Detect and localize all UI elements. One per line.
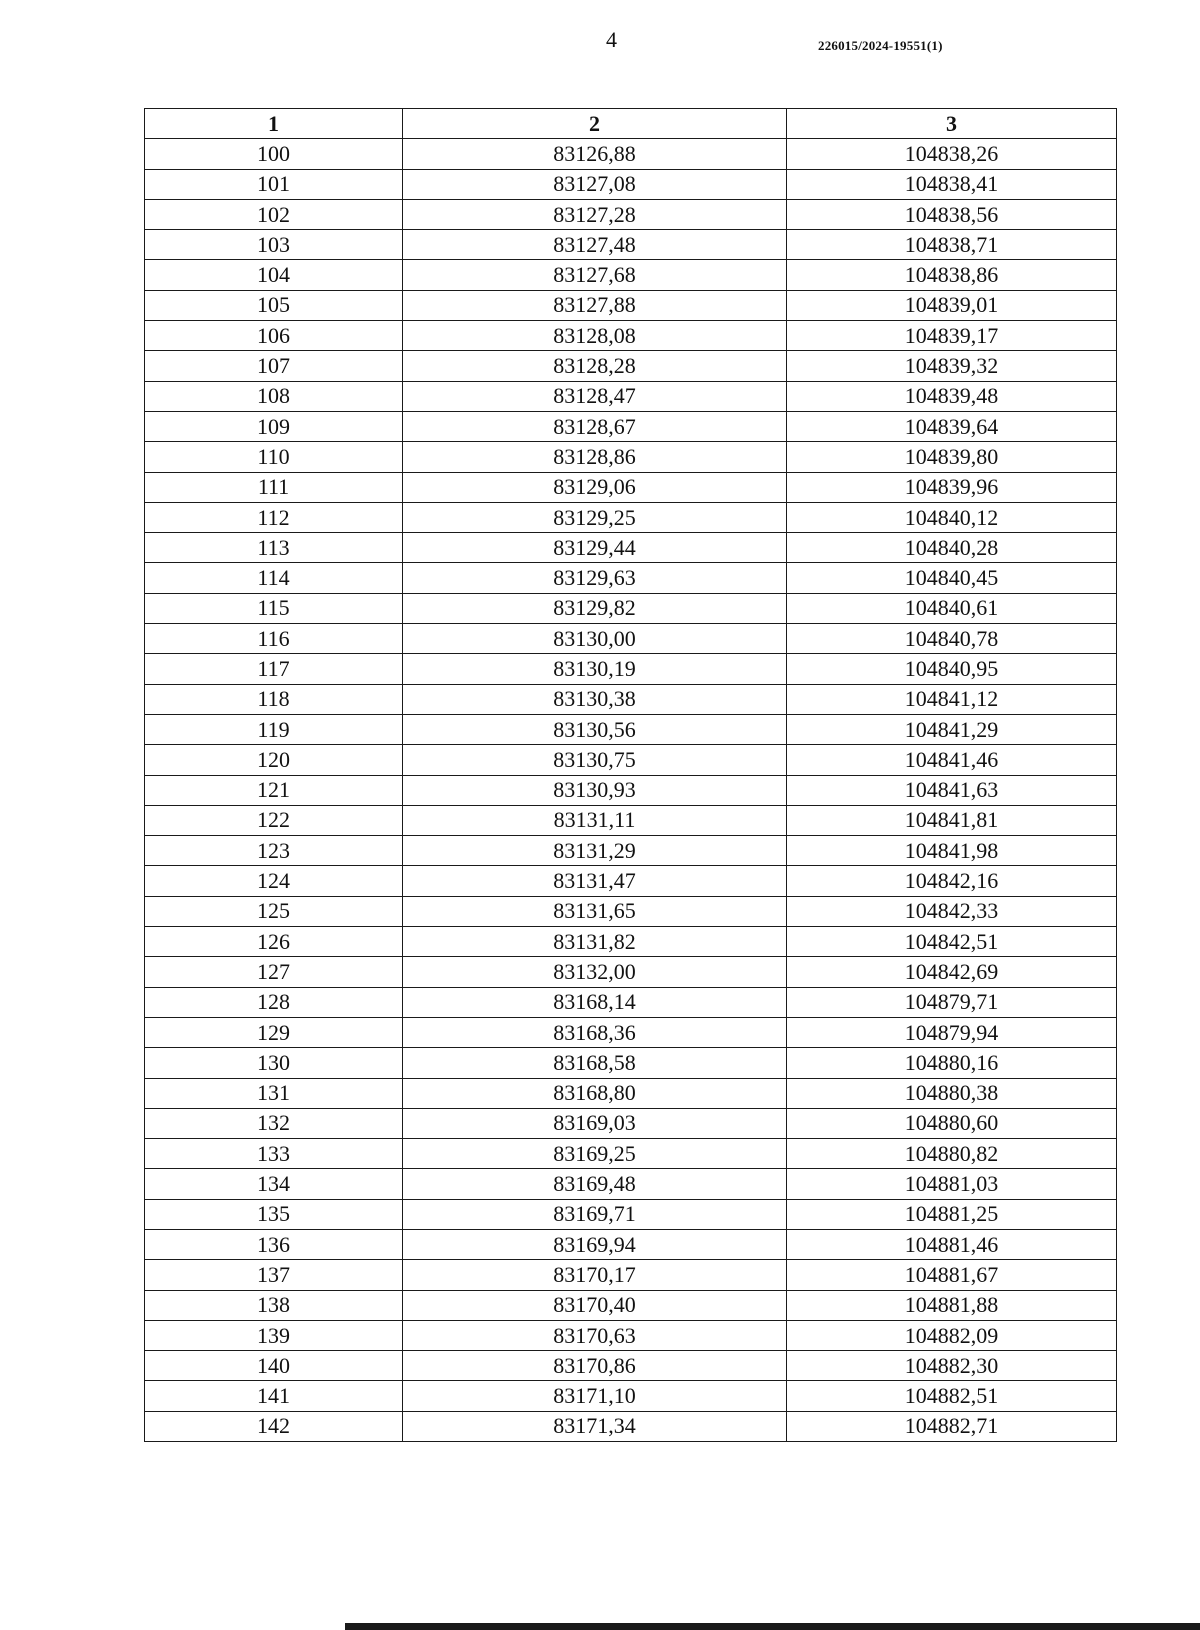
table-cell-col-1: 141 bbox=[145, 1381, 403, 1411]
table-cell-col-1: 120 bbox=[145, 745, 403, 775]
table-cell-col-2: 83169,71 bbox=[403, 1199, 787, 1229]
table-cell-col-3: 104838,26 bbox=[787, 139, 1117, 169]
table-row bbox=[145, 321, 1117, 351]
table-cell-col-2: 83129,82 bbox=[403, 593, 787, 623]
table-cell-col-1: 115 bbox=[145, 593, 403, 623]
table-cell-col-3: 104882,30 bbox=[787, 1351, 1117, 1381]
table-row bbox=[145, 442, 1117, 472]
table-cell-col-3: 104840,28 bbox=[787, 533, 1117, 563]
table-row bbox=[145, 654, 1117, 684]
table-cell-col-1: 103 bbox=[145, 230, 403, 260]
table-cell-col-3: 104881,46 bbox=[787, 1229, 1117, 1259]
table-cell-col-2: 83129,44 bbox=[403, 533, 787, 563]
table-row bbox=[145, 1078, 1117, 1108]
table-cell-col-1: 109 bbox=[145, 411, 403, 441]
table-row bbox=[145, 684, 1117, 714]
table-cell-col-2: 83127,68 bbox=[403, 260, 787, 290]
table-row bbox=[145, 1199, 1117, 1229]
table-cell-col-1: 117 bbox=[145, 654, 403, 684]
table-cell-col-3: 104841,81 bbox=[787, 805, 1117, 835]
table-cell-col-2: 83169,48 bbox=[403, 1169, 787, 1199]
table-cell-col-1: 137 bbox=[145, 1260, 403, 1290]
table-cell-col-3: 104838,41 bbox=[787, 169, 1117, 199]
table-cell-col-3: 104842,33 bbox=[787, 896, 1117, 926]
table-cell-col-3: 104839,17 bbox=[787, 321, 1117, 351]
table-cell-col-3: 104841,63 bbox=[787, 775, 1117, 805]
table-cell-col-2: 83128,47 bbox=[403, 381, 787, 411]
table-row bbox=[145, 957, 1117, 987]
table-cell-col-1: 114 bbox=[145, 563, 403, 593]
table-cell-col-2: 83129,63 bbox=[403, 563, 787, 593]
table-cell-col-1: 134 bbox=[145, 1169, 403, 1199]
table-cell-col-2: 83128,08 bbox=[403, 321, 787, 351]
table-row bbox=[145, 502, 1117, 532]
table-cell-col-3: 104840,61 bbox=[787, 593, 1117, 623]
table-cell-col-2: 83170,86 bbox=[403, 1351, 787, 1381]
table-cell-col-1: 131 bbox=[145, 1078, 403, 1108]
table-cell-col-1: 104 bbox=[145, 260, 403, 290]
table-cell-col-3: 104841,29 bbox=[787, 714, 1117, 744]
table-row bbox=[145, 563, 1117, 593]
table-cell-col-3: 104882,09 bbox=[787, 1320, 1117, 1350]
table-cell-col-3: 104840,78 bbox=[787, 624, 1117, 654]
table-cell-col-2: 83168,14 bbox=[403, 987, 787, 1017]
table-row bbox=[145, 745, 1117, 775]
table-cell-col-1: 124 bbox=[145, 866, 403, 896]
table-row bbox=[145, 260, 1117, 290]
table-row bbox=[145, 624, 1117, 654]
table-cell-col-1: 132 bbox=[145, 1108, 403, 1138]
table-cell-col-3: 104840,45 bbox=[787, 563, 1117, 593]
document-code: 226015/2024-19551(1) bbox=[818, 38, 943, 53]
table-cell-col-2: 83129,06 bbox=[403, 472, 787, 502]
table-row bbox=[145, 836, 1117, 866]
table-cell-col-2: 83168,58 bbox=[403, 1048, 787, 1078]
table-row bbox=[145, 1139, 1117, 1169]
table-cell-col-2: 83131,11 bbox=[403, 805, 787, 835]
table-row bbox=[145, 1320, 1117, 1350]
bottom-rule bbox=[345, 1623, 1200, 1630]
table-cell-col-1: 142 bbox=[145, 1411, 403, 1441]
table-row bbox=[145, 775, 1117, 805]
table-row bbox=[145, 169, 1117, 199]
table-row bbox=[145, 411, 1117, 441]
table-cell-col-2: 83131,65 bbox=[403, 896, 787, 926]
table-row bbox=[145, 472, 1117, 502]
table-cell-col-2: 83170,17 bbox=[403, 1260, 787, 1290]
table-cell-col-3: 104838,86 bbox=[787, 260, 1117, 290]
table-row bbox=[145, 714, 1117, 744]
table-cell-col-3: 104842,69 bbox=[787, 957, 1117, 987]
table-cell-col-3: 104882,71 bbox=[787, 1411, 1117, 1441]
table-cell-col-2: 83130,75 bbox=[403, 745, 787, 775]
table-cell-col-1: 119 bbox=[145, 714, 403, 744]
table-cell-col-2: 83131,29 bbox=[403, 836, 787, 866]
table-row bbox=[145, 1017, 1117, 1047]
table-cell-col-2: 83128,28 bbox=[403, 351, 787, 381]
table-cell-col-1: 122 bbox=[145, 805, 403, 835]
table-cell-col-3: 104879,71 bbox=[787, 987, 1117, 1017]
table-cell-col-3: 104839,48 bbox=[787, 381, 1117, 411]
table-row bbox=[145, 230, 1117, 260]
table-body bbox=[145, 139, 1117, 1442]
table-row bbox=[145, 1290, 1117, 1320]
table-cell-col-1: 135 bbox=[145, 1199, 403, 1229]
table-header-row bbox=[145, 109, 1117, 139]
table-row bbox=[145, 139, 1117, 169]
table-cell-col-2: 83169,25 bbox=[403, 1139, 787, 1169]
coordinates-table bbox=[144, 108, 1117, 1442]
table-cell-col-1: 107 bbox=[145, 351, 403, 381]
table-cell-col-2: 83132,00 bbox=[403, 957, 787, 987]
table-cell-col-2: 83168,36 bbox=[403, 1017, 787, 1047]
table-cell-col-3: 104880,82 bbox=[787, 1139, 1117, 1169]
table-cell-col-1: 112 bbox=[145, 502, 403, 532]
table-cell-col-1: 102 bbox=[145, 199, 403, 229]
table-cell-col-3: 104880,16 bbox=[787, 1048, 1117, 1078]
table-row bbox=[145, 1260, 1117, 1290]
table-cell-col-3: 104881,03 bbox=[787, 1169, 1117, 1199]
table-cell-col-1: 130 bbox=[145, 1048, 403, 1078]
table-cell-col-3: 104881,25 bbox=[787, 1199, 1117, 1229]
table-cell-col-1: 125 bbox=[145, 896, 403, 926]
table-cell-col-2: 83130,56 bbox=[403, 714, 787, 744]
table-cell-col-2: 83170,40 bbox=[403, 1290, 787, 1320]
table-cell-col-1: 118 bbox=[145, 684, 403, 714]
table-cell-col-2: 83127,08 bbox=[403, 169, 787, 199]
table-cell-col-3: 104881,67 bbox=[787, 1260, 1117, 1290]
table-cell-col-3: 104882,51 bbox=[787, 1381, 1117, 1411]
table-cell-col-3: 104842,16 bbox=[787, 866, 1117, 896]
table-cell-col-3: 104839,64 bbox=[787, 411, 1117, 441]
table-row bbox=[145, 381, 1117, 411]
table-row bbox=[145, 533, 1117, 563]
table-cell-col-3: 104840,95 bbox=[787, 654, 1117, 684]
table-cell-col-3: 104838,71 bbox=[787, 230, 1117, 260]
table-cell-col-2: 83130,38 bbox=[403, 684, 787, 714]
table-cell-col-1: 113 bbox=[145, 533, 403, 563]
table-cell-col-1: 133 bbox=[145, 1139, 403, 1169]
table-row bbox=[145, 1411, 1117, 1441]
table-cell-col-2: 83169,03 bbox=[403, 1108, 787, 1138]
table-row bbox=[145, 1048, 1117, 1078]
header-cell-3: 3 bbox=[787, 109, 1117, 139]
table-cell-col-2: 83126,88 bbox=[403, 139, 787, 169]
table-row bbox=[145, 1108, 1117, 1138]
table-cell-col-2: 83168,80 bbox=[403, 1078, 787, 1108]
table-row bbox=[145, 1351, 1117, 1381]
table-row bbox=[145, 805, 1117, 835]
table-cell-col-1: 128 bbox=[145, 987, 403, 1017]
table-cell-col-1: 136 bbox=[145, 1229, 403, 1259]
table-row bbox=[145, 593, 1117, 623]
table-cell-col-2: 83127,48 bbox=[403, 230, 787, 260]
table-cell-col-3: 104839,01 bbox=[787, 290, 1117, 320]
table-row bbox=[145, 1381, 1117, 1411]
table-cell-col-3: 104841,46 bbox=[787, 745, 1117, 775]
table-cell-col-3: 104839,96 bbox=[787, 472, 1117, 502]
table-row bbox=[145, 351, 1117, 381]
table-cell-col-3: 104839,32 bbox=[787, 351, 1117, 381]
table-cell-col-3: 104880,60 bbox=[787, 1108, 1117, 1138]
table-cell-col-1: 105 bbox=[145, 290, 403, 320]
table-cell-col-3: 104841,98 bbox=[787, 836, 1117, 866]
table-cell-col-2: 83171,10 bbox=[403, 1381, 787, 1411]
table-cell-col-1: 139 bbox=[145, 1320, 403, 1350]
table-row bbox=[145, 1169, 1117, 1199]
table-cell-col-3: 104840,12 bbox=[787, 502, 1117, 532]
table-cell-col-1: 140 bbox=[145, 1351, 403, 1381]
table-cell-col-2: 83130,19 bbox=[403, 654, 787, 684]
table-cell-col-2: 83130,93 bbox=[403, 775, 787, 805]
table-cell-col-1: 108 bbox=[145, 381, 403, 411]
table-cell-col-2: 83130,00 bbox=[403, 624, 787, 654]
table-row bbox=[145, 896, 1117, 926]
table-row bbox=[145, 987, 1117, 1017]
table-cell-col-1: 123 bbox=[145, 836, 403, 866]
table-cell-col-1: 126 bbox=[145, 927, 403, 957]
table-cell-col-2: 83171,34 bbox=[403, 1411, 787, 1441]
table-cell-col-1: 106 bbox=[145, 321, 403, 351]
table-cell-col-2: 83127,88 bbox=[403, 290, 787, 320]
table-cell-col-2: 83131,47 bbox=[403, 866, 787, 896]
table-row bbox=[145, 1229, 1117, 1259]
table-cell-col-1: 100 bbox=[145, 139, 403, 169]
page-number: 4 bbox=[606, 27, 617, 52]
table-cell-col-1: 121 bbox=[145, 775, 403, 805]
table-cell-col-3: 104841,12 bbox=[787, 684, 1117, 714]
table-cell-col-2: 83128,67 bbox=[403, 411, 787, 441]
table-cell-col-2: 83129,25 bbox=[403, 502, 787, 532]
table-cell-col-3: 104879,94 bbox=[787, 1017, 1117, 1047]
header-cell-2: 2 bbox=[403, 109, 787, 139]
header-cell-1: 1 bbox=[145, 109, 403, 139]
table-cell-col-3: 104842,51 bbox=[787, 927, 1117, 957]
table-cell-col-2: 83169,94 bbox=[403, 1229, 787, 1259]
table-cell-col-2: 83127,28 bbox=[403, 199, 787, 229]
table-row bbox=[145, 927, 1117, 957]
table-cell-col-3: 104838,56 bbox=[787, 199, 1117, 229]
table-cell-col-3: 104880,38 bbox=[787, 1078, 1117, 1108]
table-cell-col-1: 101 bbox=[145, 169, 403, 199]
table-cell-col-1: 129 bbox=[145, 1017, 403, 1047]
table-cell-col-2: 83128,86 bbox=[403, 442, 787, 472]
table-cell-col-1: 127 bbox=[145, 957, 403, 987]
table-row bbox=[145, 866, 1117, 896]
table-row bbox=[145, 290, 1117, 320]
table-cell-col-3: 104881,88 bbox=[787, 1290, 1117, 1320]
table-cell-col-2: 83170,63 bbox=[403, 1320, 787, 1350]
table-row bbox=[145, 199, 1117, 229]
table-cell-col-3: 104839,80 bbox=[787, 442, 1117, 472]
table-cell-col-1: 111 bbox=[145, 472, 403, 502]
table-cell-col-1: 138 bbox=[145, 1290, 403, 1320]
table-cell-col-1: 110 bbox=[145, 442, 403, 472]
table-cell-col-1: 116 bbox=[145, 624, 403, 654]
table-cell-col-2: 83131,82 bbox=[403, 927, 787, 957]
